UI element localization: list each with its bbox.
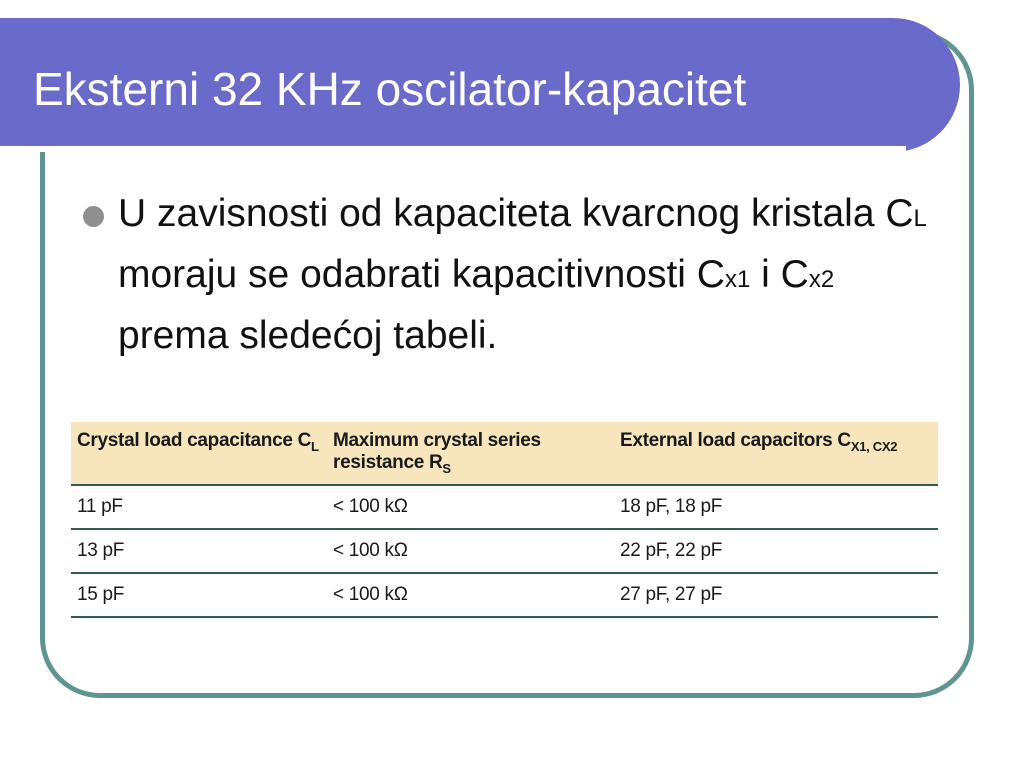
bullet-text <box>118 186 938 364</box>
bullet-icon <box>83 206 104 227</box>
header-crystal-load <box>71 422 327 485</box>
table-header-row <box>71 422 938 485</box>
table-row <box>71 573 938 617</box>
subscript-x1: x1 <box>724 266 751 293</box>
header-series-resistance-text: Maximum crystal series resistance R <box>333 430 541 473</box>
header-crystal-load-text: Crystal load capacitance C <box>77 430 312 451</box>
title-bar <box>0 18 960 152</box>
header-external-capacitors-sub: X1, CX2 <box>850 438 898 454</box>
header-external-capacitors <box>614 422 938 485</box>
table-row <box>71 529 938 573</box>
table-cell: < 100 kΩ <box>327 573 614 617</box>
table <box>71 422 938 618</box>
subscript-l: L <box>913 205 927 232</box>
table-cell: 22 pF, 22 pF <box>614 529 938 573</box>
slide-title: Eksterni 32 KHz oscilator-kapacitet <box>33 63 747 115</box>
table-cell: 15 pF <box>71 573 327 617</box>
table-cell: 11 pF <box>71 485 327 529</box>
capacitor-table <box>71 422 938 618</box>
table-cell: < 100 kΩ <box>327 529 614 573</box>
table-cell: 13 pF <box>71 529 327 573</box>
bullet-part-4: prema sledećoj tabeli. <box>118 314 498 357</box>
bullet-part-2: moraju se odabrati kapacitivnosti C <box>118 253 725 296</box>
header-crystal-load-sub: L <box>311 438 319 454</box>
table-cell: < 100 kΩ <box>327 485 614 529</box>
subscript-x2: x2 <box>808 266 835 293</box>
header-series-resistance <box>327 422 614 485</box>
header-external-capacitors-text: External load capacitors C <box>620 430 851 451</box>
table-cell: 18 pF, 18 pF <box>614 485 938 529</box>
title-underline <box>0 146 906 152</box>
table-row <box>71 485 938 529</box>
bullet-part-1: U zavisnosti od kapaciteta kvarcnog kristala C <box>118 192 914 235</box>
header-series-resistance-sub: S <box>442 460 451 476</box>
bullet-part-3: i C <box>750 253 809 296</box>
table-cell: 27 pF, 27 pF <box>614 573 938 617</box>
